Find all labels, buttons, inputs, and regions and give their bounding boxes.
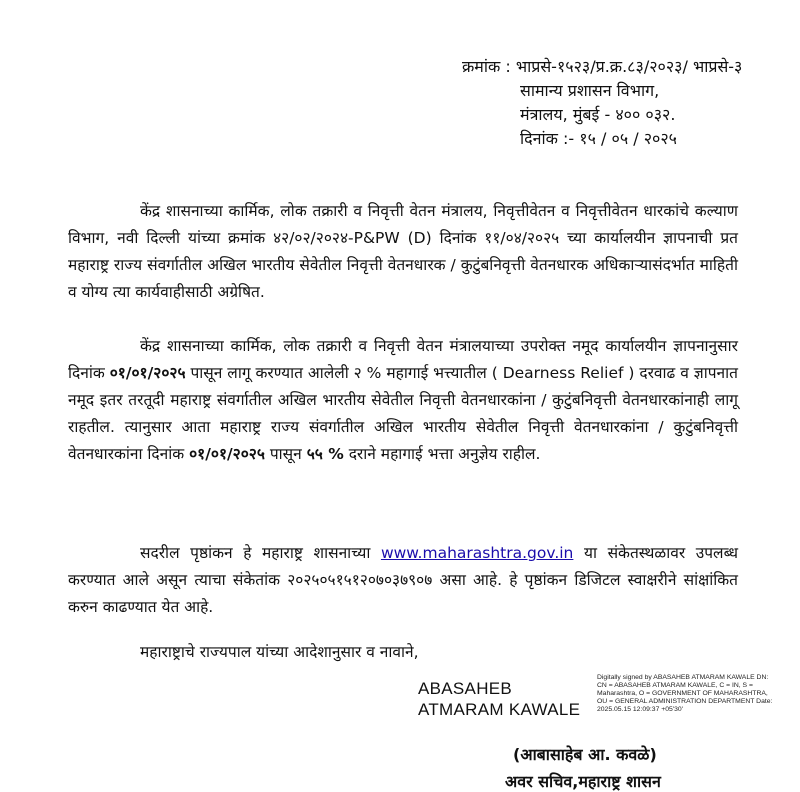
paragraph-1-text: केंद्र शासनाच्या कार्मिक, लोक तक्रारी व निवृत्ती वेतन मंत्रालय, निवृत्तीवेतन व निवृत्तीवेतन धारकांचे कल्याण विभाग, नवी दिल्ली यांच्या क्रमांक ४२/०२/२०२४-P&PW (D) दिनांक ११/०४/२०२५ च्या कार्यालयीन ज्ञापनाची प्रत महाराष्ट्र राज्य संवर्गातील अखिल भारतीय सेवेतील निवृत्ती वेतनधारक / कुटुंबनिवृत्ती वेतनधारक अधिकाऱ्यासंदर्भात माहिती व योग्य त्या कार्यवाहीसाठी अग्रेषित. <box>68 202 738 301</box>
website-link[interactable]: www.maharashtra.gov.in <box>380 544 574 562</box>
date-value: १५ / ०५ / २०२५ <box>579 129 677 148</box>
reference-line <box>462 55 742 79</box>
effective-date-2: ०१/०१/२०२५ <box>189 445 265 463</box>
closing-line: महाराष्ट्राचे राज्यपाल यांच्या आदेशानुसार व नावाने, <box>140 643 419 661</box>
effective-date-1: ०१/०१/२०२५ <box>109 364 186 382</box>
date-label: दिनांक :- <box>520 129 575 148</box>
da-rate: ५५ % <box>306 445 344 463</box>
signer-name-block <box>418 678 580 720</box>
paragraph-2 <box>68 333 738 468</box>
letter-header <box>462 55 742 151</box>
office-address: मंत्रालय, मुंबई - ४०० ०३२. <box>520 105 676 124</box>
paragraph-2-text-d: दराने महागाई भत्ता अनुज्ञेय राहील. <box>348 445 541 463</box>
department-name: सामान्य प्रशासन विभाग, <box>520 81 660 100</box>
reference-number: भाप्रसे-१५२३/प्र.क्र.८३/२०२३/ भाप्रसे-३ <box>515 57 743 76</box>
paragraph-3-text-b: या संकेतस्थळावर उपलब्ध करण्यात आले असून त्याचा संकेतांक २०२५०५१५१२०७०३७९०७ असा आहे. हे पृष्ठांकन डिजिटल स्वाक्षरीने सांक्षांकित करुन काढण्यात येत आहे. <box>68 544 738 616</box>
paragraph-3-text-a: सदरील पृष्ठांकन हे महाराष्ट्र शासनाच्या <box>140 544 371 562</box>
paragraph-1 <box>68 198 738 306</box>
paragraph-3 <box>68 540 738 621</box>
signer-marathi-name: (आबासाहेब आ. कवळे) <box>513 745 657 764</box>
paragraph-2-text-a: केंद्र शासनाच्या कार्मिक, लोक तक्रारी व निवृत्ती वेतन मंत्रालयाच्या उपरोक्त नमूद कार्यालयीन ज्ञापनानुसार दिनांक <box>68 337 738 382</box>
reference-label: क्रमांक : <box>462 57 511 76</box>
signer-name-line-1: ABASAHEB <box>418 679 513 698</box>
signer-designation: अवर सचिव,महाराष्ट्र शासन <box>505 772 661 791</box>
signer-name-line-2: ATMARAM KAWALE <box>418 700 581 719</box>
paragraph-2-text-c: पासून <box>269 445 302 463</box>
digital-signature-details: Digitally signed by ABASAHEB ATMARAM KAWALE DN: CN = ABASAHEB ATMARAM KAWALE, C = IN, S = Maharashtra, O = GOVERNMENT OF MAHARASHTRA, OU = GENERAL ADMINISTRATION DEPARTMENT Date: 2025.05.15 12:09:37 +05'30' <box>597 674 773 713</box>
paragraph-2-text-b: पासून लागू करण्यात आलेली २ % महागाई भत्त्यातील ( Dearness Relief ) दरवाढ व ज्ञापनात नमूद इतर तरतूदी महाराष्ट्र संवर्गातील अखिल भारतीय सेवेतील निवृत्ती वेतनधारकांना / कुटुंबनिवृत्ती वेतनधारकांनाही लागू राहतील. त्यानुसार आता महाराष्ट्र राज्य संवर्गातील अखिल भारतीय सेवेतील निवृत्ती वेतनधारकांना / कुटुंबनिवृत्ती वेतनधारकांना दिनांक <box>68 364 738 463</box>
letter-date <box>462 127 742 151</box>
